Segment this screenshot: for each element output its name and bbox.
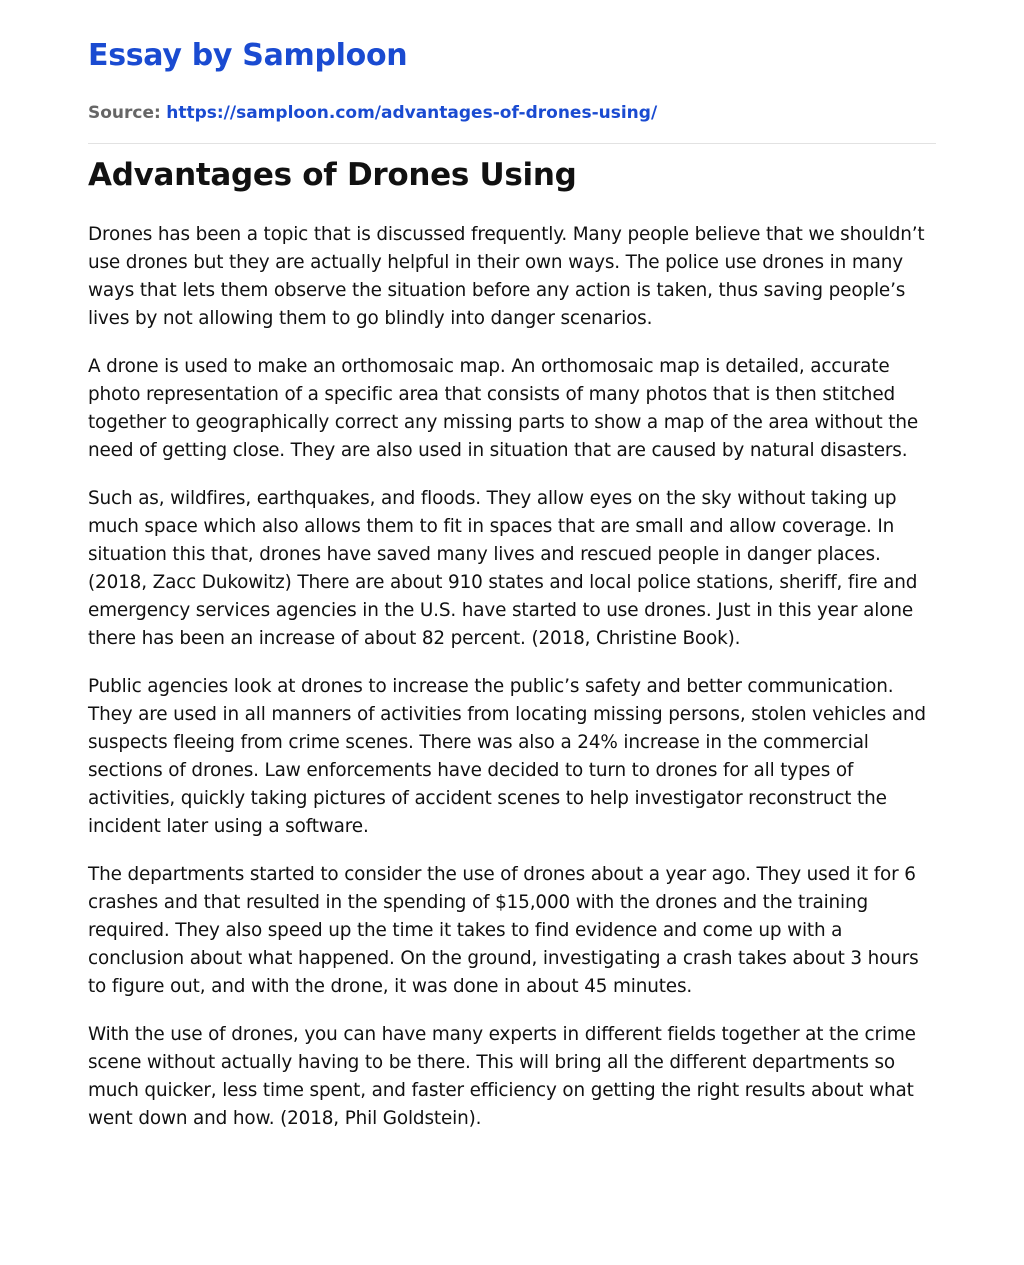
essay-paragraph: Public agencies look at drones to increase the public’s safety and better communication. They are used in all manners of activities from locating missing persons, stolen vehicles and suspects fleeing from crime scenes. There was also a 24% increase in the commercial sections of drones. Law enforcements have decided to turn to drones for all types of activities, quickly taking pictures of accident scenes to help investigator reconstruct the incident later using a software. bbox=[88, 676, 926, 837]
essay-paragraph: With the use of drones, you can have many experts in different fields together at the crime scene without actually having to be there. This will bring all the different departments so much quicker, less time spent, and faster efficiency on getting the right results about what went down and how. (2018, Phil Goldstein). bbox=[88, 1024, 916, 1129]
source-line bbox=[88, 101, 657, 125]
essay-title: Advantages of Drones Using bbox=[88, 157, 577, 193]
source-link[interactable]: https://samploon.com/advantages-of-drones-using/ bbox=[166, 103, 658, 123]
essay-paragraph: The departments started to consider the use of drones about a year ago. They used it for 6 crashes and that resulted in the spending of $15,000 with the drones and the training required. They also speed up the time it takes to find evidence and come up with a conclusion about what happened. On the ground, investigating a crash takes about 3 hours to figure out, and with the drone, it was done in about 45 minutes. bbox=[88, 864, 919, 997]
source-label: Source: bbox=[88, 103, 161, 123]
header-divider bbox=[88, 143, 936, 144]
essay-paragraph: Such as, wildfires, earthquakes, and floods. They allow eyes on the sky without taking up much space which also allows them to fit in spaces that are small and allow coverage. In situation this that, drones have saved many lives and rescued people in danger places. (2018, Zacc Dukowitz) There are about 910 states and local police stations, sheriff, fire and emergency services agencies in the U.S. have started to use drones. Just in this year alone there has been an increase of about 82 percent. (2018, Christine Book). bbox=[88, 488, 918, 649]
essay-paragraph: Drones has been a topic that is discussed frequently. Many people believe that we shouldn’t use drones but they are actually helpful in their own ways. The police use drones in many ways that lets them observe the situation before any action is taken, thus saving people’s lives by not allowing them to go blindly into danger scenarios. bbox=[88, 224, 925, 329]
essay-body bbox=[88, 221, 936, 1153]
essay-paragraph: A drone is used to make an orthomosaic map. An orthomosaic map is detailed, accurate photo representation of a specific area that consists of many photos that is then stitched together to geographically correct any missing parts to show a map of the area without the need of getting close. They are also used in situation that are caused by natural disasters. bbox=[88, 356, 918, 461]
site-brand-title: Essay by Samploon bbox=[88, 38, 408, 73]
